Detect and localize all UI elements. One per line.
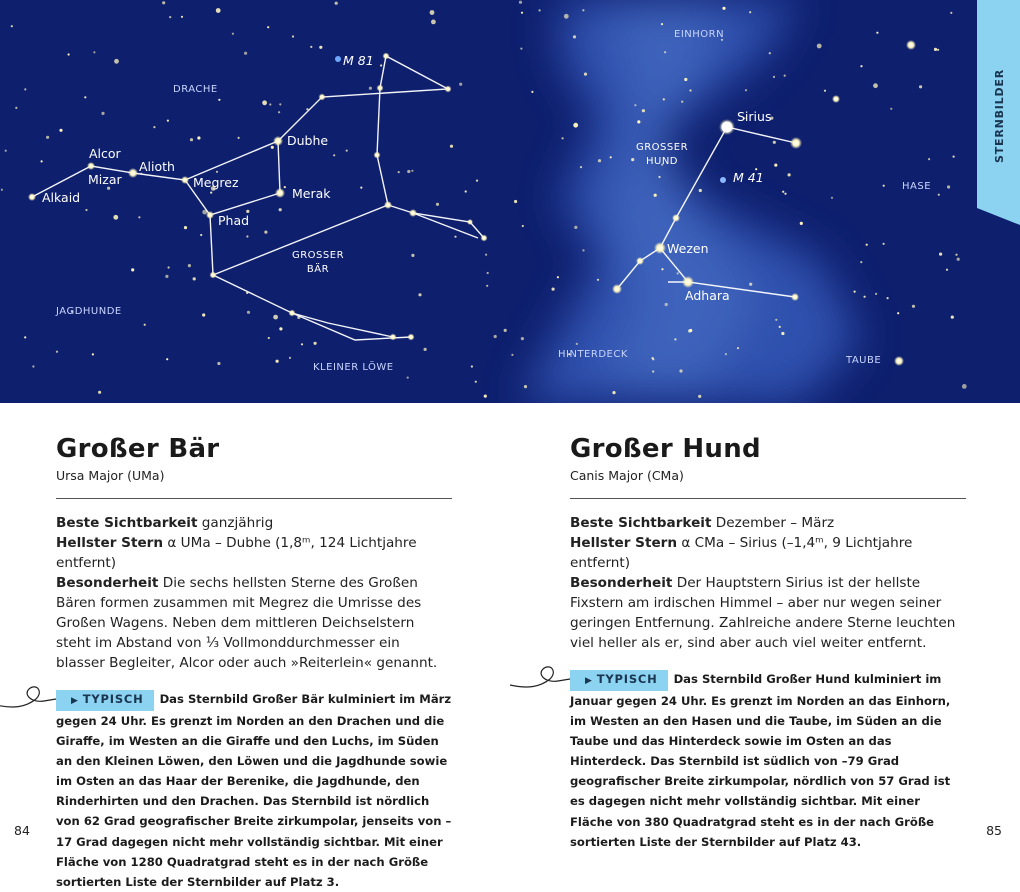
background-star: [430, 10, 435, 15]
background-star: [166, 358, 168, 360]
background-star: [725, 353, 727, 355]
star-label-sirius: Sirius: [737, 109, 772, 124]
background-star: [268, 337, 270, 339]
background-star: [781, 332, 784, 335]
triangle-right-icon: ▶: [585, 676, 593, 686]
background-star: [552, 288, 555, 291]
background-star: [784, 193, 786, 195]
background-star: [101, 112, 104, 115]
background-star: [471, 365, 473, 367]
neighbor-label-taube: TAUBE: [846, 355, 882, 366]
background-star: [946, 269, 948, 271]
background-star: [610, 156, 612, 158]
background-star: [883, 185, 885, 187]
background-star: [531, 91, 533, 93]
background-star: [866, 244, 868, 246]
background-star: [346, 150, 348, 152]
background-star: [598, 159, 601, 162]
background-star: [59, 129, 62, 132]
background-star: [218, 99, 220, 101]
star-label-wezen: Wezen: [667, 241, 709, 256]
background-star: [584, 73, 587, 76]
background-star: [897, 312, 899, 314]
background-star: [642, 109, 645, 112]
background-star: [860, 261, 862, 263]
background-star: [574, 226, 577, 229]
background-star: [749, 283, 752, 286]
divider: [56, 498, 452, 499]
background-star: [654, 194, 657, 197]
background-star: [193, 277, 196, 280]
background-star: [273, 315, 278, 320]
background-star: [56, 351, 58, 353]
typisch-text: Das Sternbild Großer Bär kulminiert im März gegen 24 Uhr. Es grenzt im Norden an den Drachen und die Giraffe, im Westen an die Giraffe und den Luchs, im Süden an den Kleinen Löwen, den Löwen und die Jagdhunde sowie im Osten an das Haar der Berenike, die Jagdhunde, den Rinderhirten und den Drachen. Das Sternbild ist nördlich von 62 Grad geografischer Breite zirkumpolar, jenseits von –17 Grad dagegen nicht mehr vollständig sichtbar. Mit einer Fläche von 1280 Quadratgrad steht es in der nach Größe sortierten Liste der Sternbilder auf Platz 3.: [56, 692, 452, 889]
section-tab: [977, 0, 1020, 225]
background-star: [883, 243, 885, 245]
background-star: [398, 171, 400, 173]
page-number-left: 84: [14, 823, 30, 838]
background-star: [634, 104, 636, 106]
background-star: [677, 272, 679, 274]
background-star: [912, 305, 915, 308]
star-label-dubhe: Dubhe: [287, 133, 329, 148]
background-star: [301, 343, 303, 345]
background-star: [487, 272, 489, 274]
neighbor-label-drache: DRACHE: [173, 84, 218, 95]
typisch-badge: ▶ TYPISCH: [570, 670, 668, 691]
background-star: [131, 268, 134, 271]
background-star: [107, 187, 110, 190]
background-star: [165, 275, 168, 278]
background-star: [955, 254, 957, 256]
background-star: [276, 360, 279, 363]
background-star: [319, 46, 322, 49]
background-star: [167, 120, 169, 122]
article-title: Großer Hund: [570, 434, 761, 464]
background-star: [663, 98, 665, 100]
background-star: [745, 89, 747, 91]
background-star: [15, 107, 17, 109]
background-star: [774, 164, 777, 167]
background-star: [854, 291, 856, 293]
background-star: [573, 123, 578, 128]
background-star: [873, 83, 878, 88]
background-star: [679, 369, 682, 372]
star-label-adhara: Adhara: [685, 288, 730, 303]
background-star: [411, 254, 414, 257]
section-tab-label: STERNBILDER: [993, 68, 1006, 164]
background-star: [168, 266, 170, 268]
background-star: [652, 370, 654, 372]
triangle-right-icon: ▶: [71, 696, 79, 706]
background-star: [292, 35, 294, 37]
background-star: [939, 253, 942, 256]
right-article: [570, 432, 966, 852]
background-star: [113, 215, 118, 220]
background-star: [665, 303, 668, 306]
background-star: [664, 51, 666, 53]
background-star: [232, 33, 234, 35]
background-star: [279, 103, 281, 105]
background-star: [216, 8, 221, 13]
background-star: [190, 138, 193, 141]
background-star: [68, 53, 70, 55]
background-star: [519, 1, 522, 4]
background-star: [269, 103, 271, 105]
background-star: [476, 180, 478, 182]
facts: [56, 513, 452, 673]
fact-visibility: Beste Sichtbarkeit Dezember – März: [570, 515, 835, 531]
fact-special: Besonderheit Die sechs hellsten Sterne des Großen Bären formen zusammen mit Megrez die Umrisse des Großen Wagens. Neben dem mittleren Deichselstern steht im Abstand von ¹⁄₃ Vollmonddurchmesser ein blasser Begleiter, Alcor oder auch »Reiterlein« genannt.: [56, 575, 438, 671]
background-star: [217, 362, 220, 365]
background-star: [824, 90, 826, 92]
background-star: [689, 89, 691, 91]
background-star: [244, 52, 247, 55]
swirl-arrow-icon: [0, 679, 66, 719]
neighbor-label-hase: HASE: [902, 181, 932, 192]
background-star: [953, 156, 955, 158]
background-star: [699, 189, 702, 192]
background-star: [360, 187, 362, 189]
article-subtitle: Canis Major (CMa): [570, 468, 684, 483]
typisch-box: [56, 689, 452, 892]
neighbor-label-hinterdeck: HINTERDECK: [558, 349, 628, 360]
background-star: [24, 88, 26, 90]
background-star: [831, 197, 833, 199]
background-star: [85, 209, 87, 211]
background-star: [937, 49, 939, 51]
background-star: [46, 136, 49, 139]
divider: [570, 498, 966, 499]
background-star: [658, 176, 660, 178]
background-star: [557, 276, 559, 278]
background-star: [369, 87, 372, 90]
fact-brightest-star: Hellster Stern α UMa – Dubhe (1,8ᵐ, 124 Lichtjahre entfernt): [56, 535, 417, 571]
background-star: [431, 20, 436, 25]
background-star: [800, 222, 803, 225]
background-star: [162, 1, 165, 4]
background-star: [144, 324, 146, 326]
background-star: [539, 9, 541, 11]
background-star: [661, 268, 663, 270]
neighbor-label-jagdhunde: JAGDHUNDE: [56, 306, 122, 317]
background-star: [279, 327, 282, 330]
typisch-badge: ▶ TYPISCH: [56, 690, 154, 711]
background-star: [573, 35, 576, 38]
background-star: [1, 189, 3, 191]
background-star: [92, 353, 94, 355]
background-star: [494, 335, 497, 338]
background-star: [860, 65, 862, 67]
article-subtitle: Ursa Major (UMa): [56, 468, 165, 483]
background-star: [264, 231, 267, 234]
background-star: [887, 297, 889, 299]
background-star: [773, 141, 776, 144]
constellation-label-line2: HUND: [645, 156, 679, 167]
star-label-phad: Phad: [218, 213, 250, 228]
background-star: [278, 111, 280, 113]
background-star: [514, 200, 517, 203]
background-star: [950, 12, 952, 14]
fact-brightest-star: Hellster Stern α CMa – Sirius (–1,4ᵐ, 9 Lichtjahre entfernt): [570, 535, 913, 571]
background-star: [928, 158, 930, 160]
page-number-right: 85: [986, 823, 1002, 838]
background-star: [289, 357, 291, 359]
background-star: [524, 385, 527, 388]
background-star: [262, 100, 267, 105]
background-star: [279, 208, 282, 211]
background-star: [597, 279, 599, 281]
background-star: [407, 170, 410, 173]
background-star: [957, 258, 960, 261]
background-star: [84, 96, 86, 98]
background-star: [564, 14, 569, 19]
background-star: [612, 391, 615, 394]
background-star: [238, 137, 240, 139]
fact-visibility: Beste Sichtbarkeit ganzjährig: [56, 515, 274, 531]
neighbor-label-einhorn: EINHORN: [674, 29, 725, 40]
background-star: [247, 311, 250, 314]
star-map: [0, 0, 1020, 403]
typisch-text: Das Sternbild Großer Hund kulminiert im Januar gegen 24 Uhr. Es grenzt im Norden an das Einhorn, im Westen an den Hasen und die Taube, im Süden an die Taube und das Hinterdeck sowie im Osten an das Hinterdeck. Das Sternbild ist südlich von –79 Grad geografischer Breite zirkumpolar, nördlich von 57 Grad ist es dagegen nicht mehr vollständig sichtbar. Mit einer Fläche von 380 Quadratgrad steht es in der nach Größe sortierten Liste der Sternbilder auf Platz 43.: [570, 672, 951, 849]
background-star: [520, 48, 522, 50]
background-star: [310, 46, 312, 48]
background-star: [681, 101, 683, 103]
constellation-label-line2: BÄR: [306, 264, 330, 275]
background-star: [698, 395, 701, 398]
star-label-alioth: Alioth: [139, 159, 175, 174]
constellation-label-line1: GROSSER: [635, 142, 689, 153]
background-star: [181, 16, 183, 18]
neighbor-label-kleiner-loewe: KLEINER LÖWE: [313, 362, 394, 373]
background-star: [138, 216, 140, 218]
fact-special: Besonderheit Der Hauptstern Sirius ist der hellste Fixstern am irdischen Himmel – aber nur wegen seiner geringen Entfernung. Zahlreiche andere Sterne leuchten viel heller als er, sind aber auch viel weiter entfernt.: [570, 575, 956, 651]
background-star: [689, 329, 692, 332]
background-star: [98, 391, 101, 394]
background-star: [684, 78, 687, 81]
background-star: [314, 342, 317, 345]
background-star: [184, 226, 187, 229]
background-star: [875, 293, 877, 295]
article-title: Großer Bär: [56, 434, 220, 464]
background-star: [188, 264, 191, 267]
background-star: [485, 254, 487, 256]
background-star: [216, 171, 218, 173]
background-star: [919, 85, 922, 88]
background-star: [202, 313, 205, 316]
background-star: [769, 52, 771, 54]
background-star: [114, 59, 119, 64]
background-star: [459, 83, 462, 86]
background-star: [521, 12, 523, 14]
star-label-merak: Merak: [292, 186, 331, 201]
background-star: [951, 316, 954, 319]
object-label-m41: M 41: [733, 170, 764, 185]
background-star: [93, 51, 95, 53]
background-star: [41, 160, 43, 162]
background-star: [210, 192, 212, 194]
background-star: [779, 326, 781, 328]
background-star: [486, 285, 488, 287]
background-star: [153, 126, 155, 128]
background-star: [11, 25, 13, 27]
background-star: [876, 32, 878, 34]
background-star: [652, 358, 654, 360]
background-star: [32, 365, 34, 367]
facts: [570, 513, 966, 653]
background-star: [484, 395, 487, 398]
background-star: [934, 48, 937, 51]
background-star: [271, 146, 274, 149]
typisch-box: [570, 669, 966, 852]
background-star: [380, 64, 382, 66]
object-label-m81: M 81: [343, 53, 374, 68]
background-star: [962, 384, 967, 389]
star-label-mizar: Mizar: [88, 172, 122, 187]
background-star: [169, 16, 171, 18]
background-star: [947, 185, 950, 188]
background-star: [424, 348, 427, 351]
background-star: [582, 249, 584, 251]
background-star: [788, 173, 791, 176]
background-star: [246, 235, 248, 237]
background-star: [411, 170, 413, 172]
background-star: [335, 2, 338, 5]
background-star: [784, 75, 786, 77]
background-star: [580, 166, 582, 168]
background-star: [562, 137, 564, 139]
background-star: [333, 154, 335, 156]
background-star: [465, 190, 467, 192]
swirl-arrow-icon: [510, 659, 580, 699]
star-label-alkaid: Alkaid: [42, 190, 81, 205]
background-star: [24, 336, 26, 338]
background-star: [5, 150, 7, 152]
constellation-label-line1: GROSSER: [291, 250, 345, 261]
background-star: [864, 296, 866, 298]
background-star: [418, 293, 421, 296]
background-star: [511, 354, 513, 356]
background-star: [450, 145, 453, 148]
left-article: [56, 432, 452, 892]
background-star: [522, 225, 524, 227]
background-star: [200, 234, 202, 236]
background-star: [475, 381, 477, 383]
background-star: [267, 26, 269, 28]
background-star: [582, 9, 584, 11]
background-star: [890, 108, 892, 110]
background-star: [773, 76, 775, 78]
star-label-megrez: Megrez: [193, 175, 239, 190]
background-star: [631, 158, 634, 161]
background-star: [284, 186, 286, 188]
background-star: [436, 203, 439, 206]
background-star: [749, 11, 751, 13]
background-star: [775, 319, 777, 321]
background-star: [661, 23, 663, 25]
background-star: [197, 136, 200, 139]
background-star: [504, 329, 507, 332]
background-star: [407, 377, 409, 379]
background-star: [674, 338, 676, 340]
background-star: [938, 194, 940, 196]
background-star: [521, 337, 524, 340]
background-star: [637, 120, 640, 123]
background-star: [817, 44, 822, 49]
background-star: [576, 343, 578, 345]
background-star: [722, 7, 725, 10]
background-star: [737, 347, 739, 349]
background-star: [782, 191, 784, 193]
background-star: [454, 236, 456, 238]
star-label-alcor: Alcor: [89, 146, 121, 161]
